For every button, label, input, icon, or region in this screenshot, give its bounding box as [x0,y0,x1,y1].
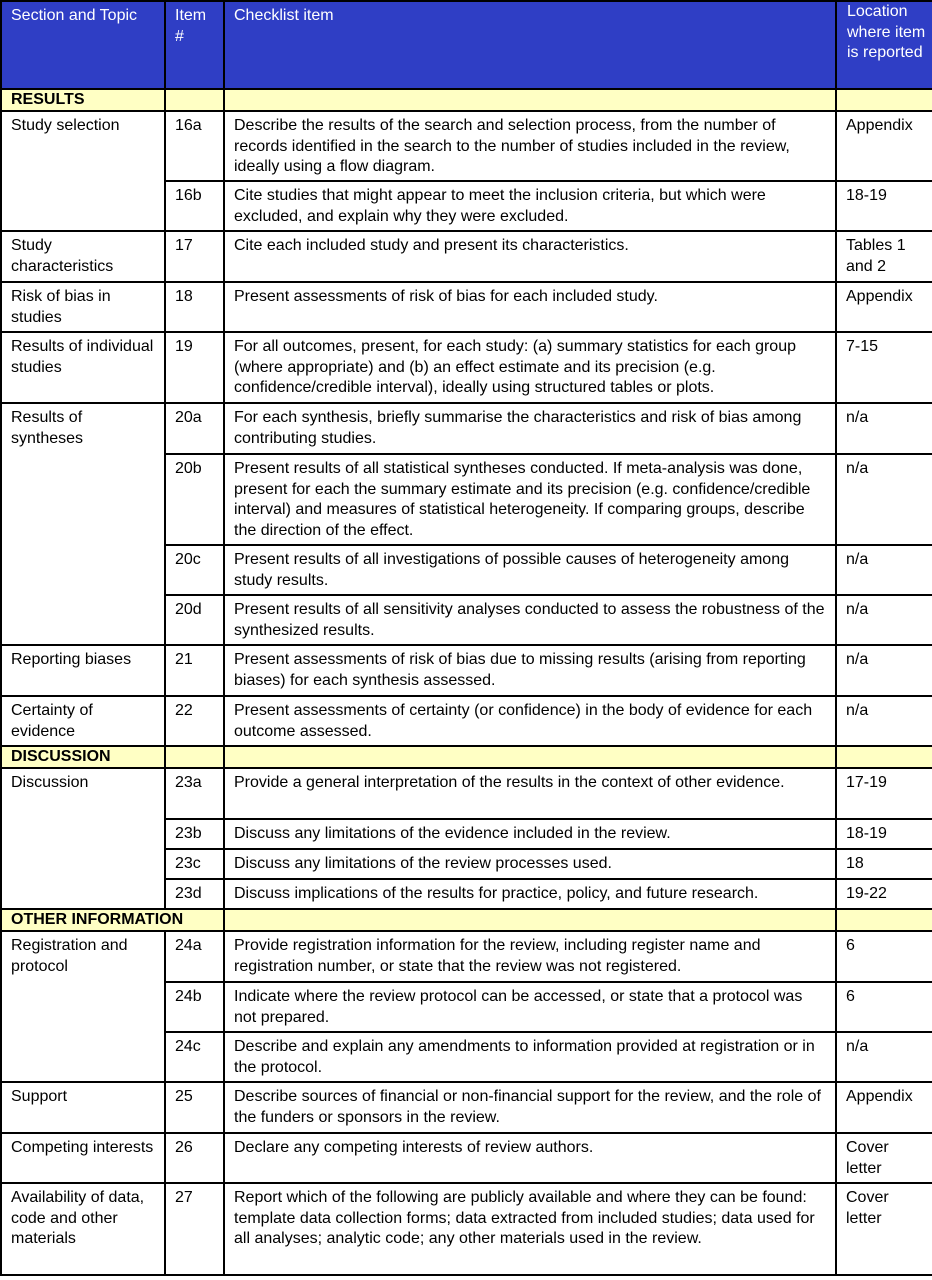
section-title: RESULTS [1,89,165,111]
location-cell: 17-19 [836,768,932,819]
item-number: 20c [165,545,224,595]
table-row [1,768,932,819]
section-title: OTHER INFORMATION [1,909,224,931]
location-cell: Cover letter [836,1133,932,1183]
topic-cell: Study characteristics [1,231,165,282]
table-row [1,403,932,454]
checklist-text: Report which of the following are publicly available and where they can be found: template data collection forms; data extracted from included studies; data used for all analyses; analytic code; any other materials used in the review. [224,1183,836,1275]
item-number: 18 [165,282,224,332]
location-cell: Tables 1 and 2 [836,231,932,282]
header-section-topic: Section and Topic [1,1,165,89]
item-number: 22 [165,696,224,746]
topic-cell: Results of individual studies [1,332,165,403]
checklist-text: Describe the results of the search and selection process, from the number of records identified in the search to the number of studies included in the review, ideally using a flow diagram. [224,111,836,181]
location-cell: 18-19 [836,819,932,849]
item-number: 21 [165,645,224,696]
topic-cell: Certainty of evidence [1,696,165,746]
item-number: 24c [165,1032,224,1082]
checklist-text: Present results of all sensitivity analyses conducted to assess the robustness of the synthesized results. [224,595,836,645]
topic-cell: Availability of data, code and other materials [1,1183,165,1275]
section-row-results [1,89,932,111]
topic-cell: Registration and protocol [1,931,165,1082]
table-row [1,332,932,403]
location-cell: Appendix [836,282,932,332]
section-title: DISCUSSION [1,746,165,768]
item-number: 26 [165,1133,224,1183]
checklist-text: Present assessments of certainty (or confidence) in the body of evidence for each outcome assessed. [224,696,836,746]
location-cell: n/a [836,595,932,645]
item-number: 20d [165,595,224,645]
location-cell: 18 [836,849,932,879]
checklist-text: Declare any competing interests of review authors. [224,1133,836,1183]
location-cell: Appendix [836,1082,932,1133]
checklist-text: For all outcomes, present, for each study: (a) summary statistics for each group (where appropriate) and (b) an effect estimate and its precision (e.g. confidence/credible interval), ideally using structured tables or plots. [224,332,836,403]
checklist-text: Describe sources of financial or non-financial support for the review, and the role of the funders or sponsors in the review. [224,1082,836,1133]
location-cell: 7-15 [836,332,932,403]
table-row [1,696,932,746]
topic-cell: Study selection [1,111,165,231]
checklist-text: Present assessments of risk of bias due to missing results (arising from reporting biases) for each synthesis assessed. [224,645,836,696]
location-cell: n/a [836,403,932,454]
checklist-text: For each synthesis, briefly summarise the characteristics and risk of bias among contributing studies. [224,403,836,454]
header-checklist-item: Checklist item [224,1,836,89]
item-number: 24a [165,931,224,982]
location-cell: Cover letter [836,1183,932,1275]
section-row-other-information [1,909,932,931]
checklist-text: Discuss any limitations of the review processes used. [224,849,836,879]
location-cell: n/a [836,696,932,746]
table-row [1,231,932,282]
item-number: 23a [165,768,224,819]
item-number: 16a [165,111,224,181]
location-cell: 19-22 [836,879,932,909]
item-number: 23d [165,879,224,909]
header-location: Location where item is reported [836,1,932,89]
location-cell: n/a [836,545,932,595]
item-number: 17 [165,231,224,282]
item-number: 20b [165,454,224,545]
checklist-text: Discuss any limitations of the evidence included in the review. [224,819,836,849]
item-number: 23b [165,819,224,849]
location-cell: n/a [836,645,932,696]
table-row [1,1133,932,1183]
topic-cell: Discussion [1,768,165,909]
checklist-text: Discuss implications of the results for practice, policy, and future research. [224,879,836,909]
topic-cell: Support [1,1082,165,1133]
checklist-text: Describe and explain any amendments to information provided at registration or in the protocol. [224,1032,836,1082]
location-cell: 6 [836,982,932,1032]
checklist-text: Cite each included study and present its characteristics. [224,231,836,282]
table-row [1,1082,932,1133]
topic-cell: Reporting biases [1,645,165,696]
location-cell: n/a [836,1032,932,1082]
checklist-text: Indicate where the review protocol can be accessed, or state that a protocol was not prepared. [224,982,836,1032]
section-row-discussion [1,746,932,768]
header-row [1,1,932,89]
checklist-text: Present results of all investigations of possible causes of heterogeneity among study results. [224,545,836,595]
table-row [1,282,932,332]
item-number: 25 [165,1082,224,1133]
location-cell: n/a [836,454,932,545]
checklist-text: Provide a general interpretation of the results in the context of other evidence. [224,768,836,819]
checklist-text: Cite studies that might appear to meet the inclusion criteria, but which were excluded, and explain why they were excluded. [224,181,836,231]
item-number: 20a [165,403,224,454]
item-number: 24b [165,982,224,1032]
item-number: 16b [165,181,224,231]
location-cell: 6 [836,931,932,982]
table-row [1,111,932,181]
checklist-text: Present assessments of risk of bias for each included study. [224,282,836,332]
table-row [1,1183,932,1275]
topic-cell: Results of syntheses [1,403,165,645]
table-row [1,645,932,696]
location-cell: 18-19 [836,181,932,231]
table-row [1,931,932,982]
topic-cell: Competing interests [1,1133,165,1183]
item-number: 19 [165,332,224,403]
checklist-text: Provide registration information for the review, including register name and registration number, or state that the review was not registered. [224,931,836,982]
checklist-text: Present results of all statistical syntheses conducted. If meta-analysis was done, present for each the summary estimate and its precision (e.g. confidence/credible interval) and measures of statistical heterogeneity. If comparing groups, describe the direction of the effect. [224,454,836,545]
topic-cell: Risk of bias in studies [1,282,165,332]
item-number: 27 [165,1183,224,1275]
header-item-number: Item # [165,1,224,89]
item-number: 23c [165,849,224,879]
location-cell: Appendix [836,111,932,181]
